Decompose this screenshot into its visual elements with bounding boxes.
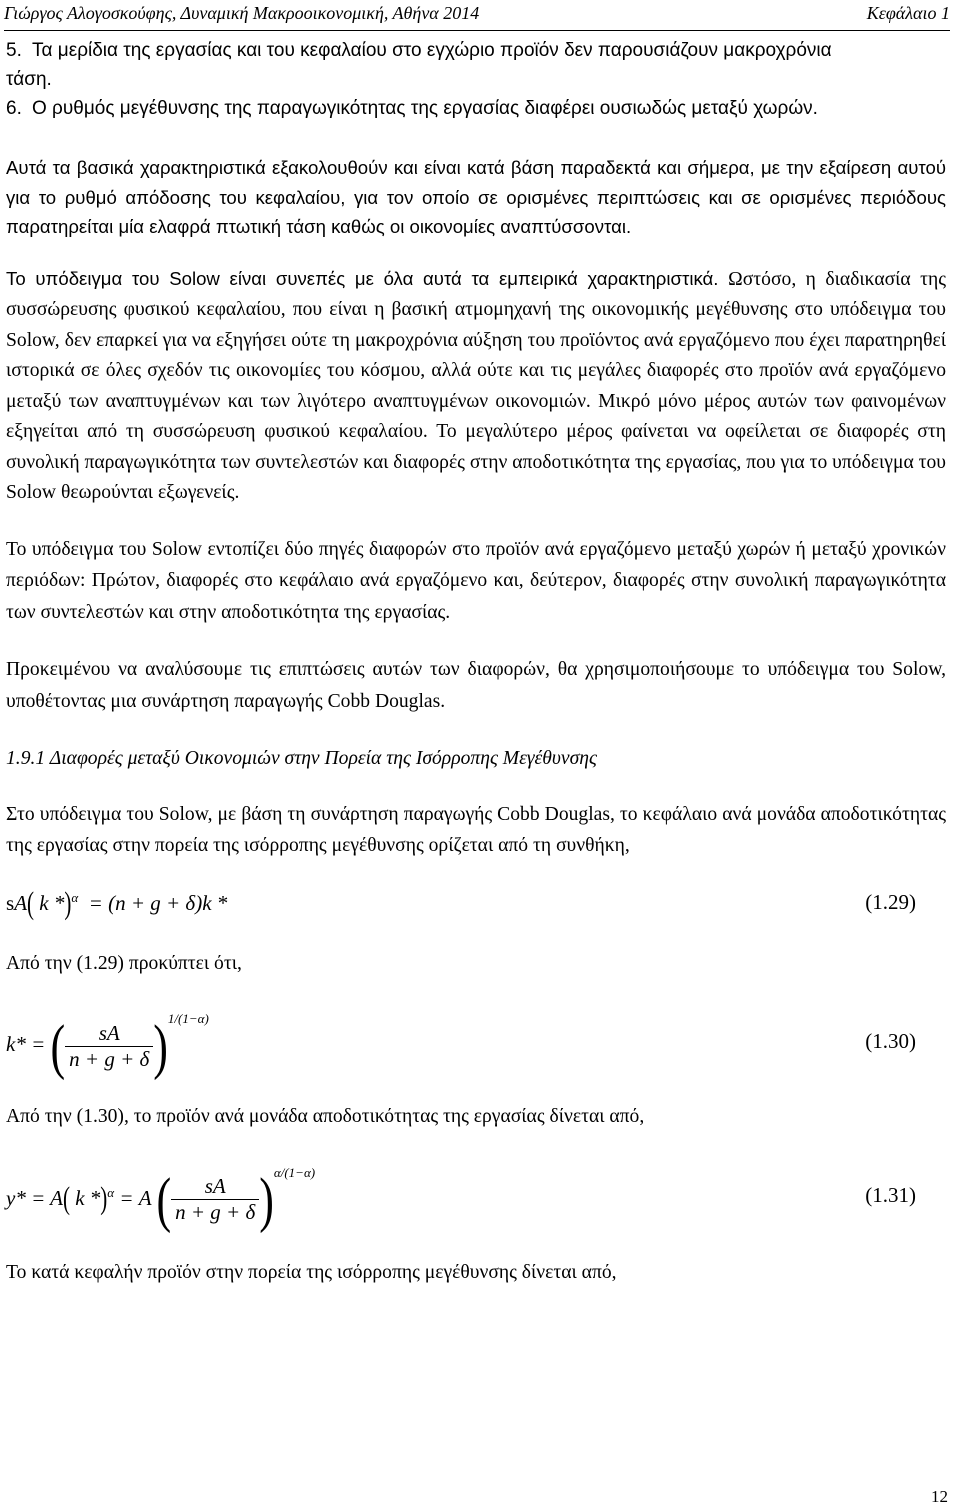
equation-1-30-math: k* = ( $\frac{sA}{n + g + \delta}$ )$^{1/(1-\alpha)}$ xyxy=(6,1011,209,1081)
paragraph: Από την (1.29) προκύπτει ότι, xyxy=(6,952,242,974)
equation-1-30 xyxy=(6,993,946,1093)
equation-tag: (1.30) xyxy=(865,1029,916,1053)
equation-tag: (1.29) xyxy=(865,889,916,914)
paragraph: Προκειμένου να αναλύσουμε τις επιπτώσεις αυτών των διαφορών, θα χρησιμοποιήσουμε το υπόδειγμα του Solow, υποθέτοντας μια συνάρτηση παραγωγής Cobb Douglas. xyxy=(6,659,946,712)
list-item: 5. Τα μερίδια της εργασίας και του κεφαλαίου στο εγχώριο προϊόν δεν παρουσιάζουν μακροχρόνια xyxy=(6,40,832,61)
header-title: Γιώργος Αλογοσκούφης, Δυναμική Μακροοικονομική, Αθήνα 2014 xyxy=(4,3,480,23)
running-header xyxy=(4,0,950,31)
page-body xyxy=(6,36,946,1288)
list-item: 6. Ο ρυθμός μεγέθυνσης της παραγωγικότητας της εργασίας διαφέρει ουσιωδώς μεταξύ χωρών. xyxy=(6,98,818,119)
section-heading: 1.9.1 Διαφορές μεταξύ Οικονομιών στην Πορεία της Ισόρροπης Μεγέθυνσης xyxy=(6,748,597,769)
paragraph: Το υπόδειγμα του Solow εντοπίζει δύο πηγές διαφορών στο προϊόν ανά εργαζόμενο μεταξύ χωρών ή μεταξύ χρονικών περιόδων: Πρώτον, διαφορές στο κεφάλαιο ανά εργαζόμενο και, δεύτερον, διαφορές στην συνολική παραγωγικότητα των συντελεστών και στην αποδοτικότητα της εργασίας. xyxy=(6,538,946,623)
equation-1-31-math: y* = A( k *)$^\alpha$ = A ( $\frac{sA}{n + g + \delta}$ )$^{\alpha/(1-\alpha)}$ xyxy=(6,1164,316,1234)
paragraph: Στο υπόδειγμα του Solow, με βάση τη συνάρτηση παραγωγής Cobb Douglas, το κεφάλαιο ανά μονάδα αποδοτικότητας της εργασίας στην πορεία της ισόρροπης μεγέθυνσης ορίζεται από τη συνθήκη, xyxy=(6,803,946,856)
paragraph: Από την (1.30), το προϊόν ανά μονάδα αποδοτικότητας της εργασίας δίνεται από, xyxy=(6,1106,645,1127)
equation-1-31 xyxy=(6,1147,946,1247)
equation-1-29-math: sA( k *)$^\alpha$ = (n + g + δ)k * xyxy=(6,884,228,921)
paragraph: Το υπόδειγμα του Solow είναι συνεπές με όλα αυτά τα εμπειρικά χαρακτηριστικά. Ωστόσο, η διαδικασία της συσσώρευσης φυσικού κεφαλαίου, που είναι η βασική ατμομηχανή της οικονομικής μεγέθυνσης στο υπόδειγμα του Solow, δεν επαρκεί για να εξηγήσει ούτε τη μακροχρόνια αύξηση του προϊόντος ανά εργαζόμενο που έχει παρατηρηθεί ιστορικά σε όλες σχεδόν τις οικονομίες του κόσμου, αλλά ούτε και τις μεγάλες διαφορές στο προϊόν ανά εργαζόμενο μεταξύ των αναπτυγμένων και των λιγότερο αναπτυγμένων οικονομιών. Μικρό μόνο μέρος αυτών των φαινομένων εξηγείται από τη συσσώρευση φυσικού κεφαλαίου. Το μεγαλύτερο μέρος φαίνεται να οφείλεται σε διαφορές στη συνολική παραγωγικότητα των συντελεστών και διαφορές στην αποδοτικότητα της εργασίας, που για το υπόδειγμα του Solow θεωρούνται εξωγενείς. xyxy=(6,267,946,503)
equation-1-29 xyxy=(6,886,946,946)
paragraph: Αυτά τα βασικά χαρακτηριστικά εξακολουθούν και είναι κατά βάση παραδεκτά και σήμερα, με την εξαίρεση αυτού για το ρυθμό απόδοσης του κεφαλαίου, για τον οποίο σε ορισμένες περιπτώσεις και σε ορισμένες περιόδους παρατηρείται μία ελαφρά πτωτική τάση καθώς οι οικονομίες αναπτύσσονται. xyxy=(6,157,946,237)
equation-tag: (1.31) xyxy=(865,1182,916,1207)
paragraph: Το κατά κεφαλήν προϊόν στην πορεία της ισόρροπης μεγέθυνσης δίνεται από, xyxy=(6,1261,617,1283)
list-item-continuation: τάση. xyxy=(6,69,52,90)
page-number: 12 xyxy=(931,1487,948,1506)
header-chapter: Κεφάλαιο 1 xyxy=(866,3,950,23)
